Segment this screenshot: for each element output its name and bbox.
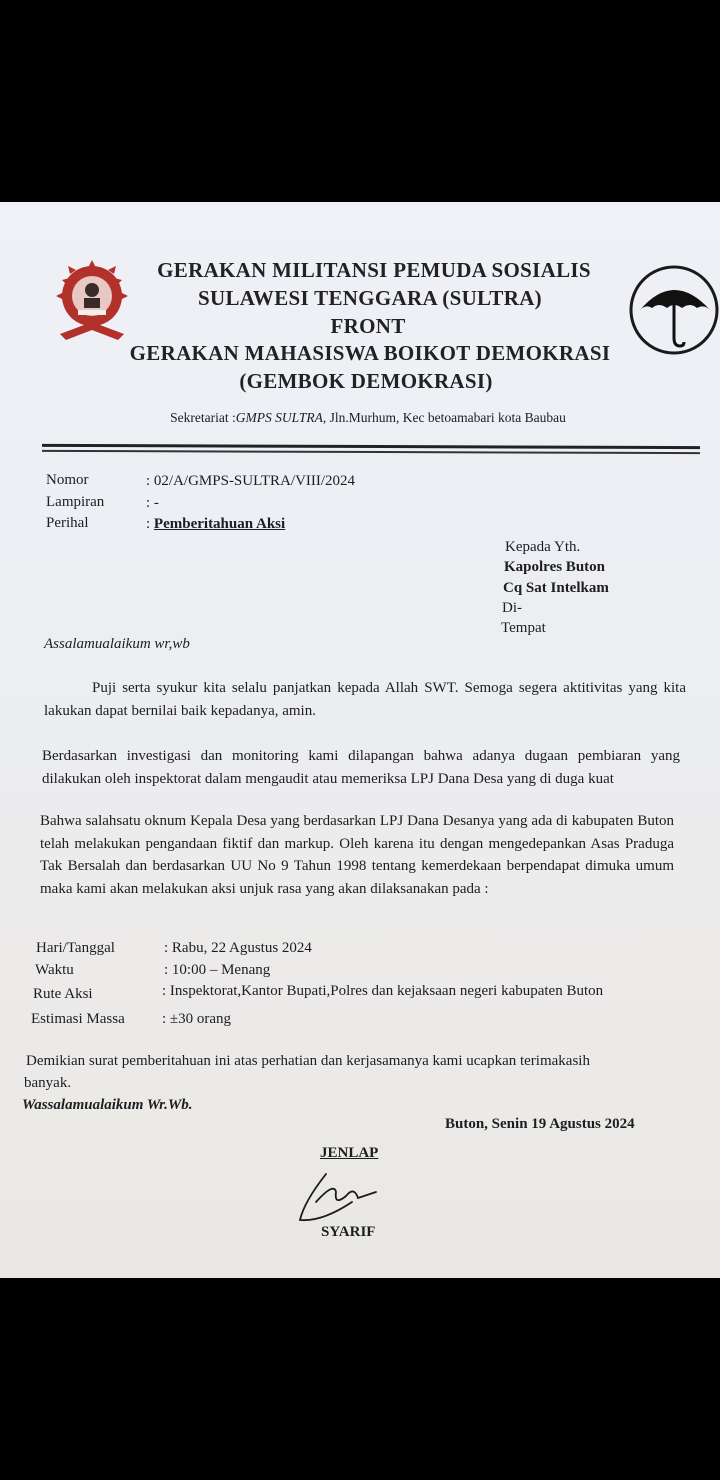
paragraph-statement: Bahwa salahsatu oknum Kepala Desa yang berdasarkan LPJ Dana Desanya yang ada di kabupaten Buton telah melakukan pengandaan fiktif dan markup. Oleh karena itu dengan mengedepankan Asas Praduga Tak Bersalah dan berdasarkan UU No 9 Tahun 1998 tentang kemerdekaan berpendapat dimuka umum maka kami akan melakukan aksi unjuk rasa yang akan dilaksanakan pada : xyxy=(40,813,674,897)
nomor-label: Nomor xyxy=(46,472,89,488)
waktu-label: Waktu xyxy=(35,962,74,978)
rute-value: : Inspektorat,Kantor Bupati,Polres dan kejaksaan negeri kabupaten Buton xyxy=(162,983,604,999)
secretariat-street: , Jln.Murhum, Kec betoamabari kota Baubau xyxy=(322,410,566,425)
perihal-label: Perihal xyxy=(46,515,89,531)
header-divider xyxy=(42,444,700,449)
greeting: Assalamualaikum wr,wb xyxy=(44,636,190,652)
closing-line-2: banyak. xyxy=(24,1075,72,1091)
letterhead-line-5: (GEMBOK DEMOKRASI) xyxy=(239,369,493,393)
perihal-field xyxy=(146,516,285,533)
letter-page xyxy=(0,202,720,1278)
handwritten-signature-icon xyxy=(294,1162,384,1232)
lampiran-label: Lampiran xyxy=(46,494,105,510)
signatory-title: JENLAP xyxy=(320,1145,379,1161)
letterhead-line-3: FRONT xyxy=(330,314,406,338)
recipient-line-2: Kapolres Buton xyxy=(504,559,605,575)
recipient-line-5: Tempat xyxy=(501,620,546,636)
hari-label: Hari/Tanggal xyxy=(36,940,115,956)
letterhead-line-4: GERAKAN MAHASISWA BOIKOT DEMOKRASI xyxy=(129,341,611,365)
hari-value: : Rabu, 22 Agustus 2024 xyxy=(164,940,312,956)
lampiran-value: : - xyxy=(146,495,159,511)
nomor-value: : 02/A/GMPS-SULTRA/VIII/2024 xyxy=(146,473,356,489)
letterhead-line-2: SULAWESI TENGGARA (SULTRA) xyxy=(198,286,542,310)
waktu-value: : 10:00 – Menang xyxy=(164,962,271,978)
letterhead-line-1: GERAKAN MILITANSI PEMUDA SOSIALIS xyxy=(157,258,591,282)
closing-line-1: Demikian surat pemberitahuan ini atas perhatian dan kerjasamanya kami ucapkan terimakasih xyxy=(26,1053,590,1069)
perihal-value: Pemberitahuan Aksi xyxy=(153,516,286,532)
header-divider-thin xyxy=(42,450,700,454)
perihal-colon: : xyxy=(146,516,151,532)
paragraph-investigation: Berdasarkan investigasi dan monitoring kami dilapangan bahwa adanya dugaan pembiaran yang dilakukan oleh inspektorat dalam mengaudit atau memeriksa LPJ Dana Desa yang di duga kuat xyxy=(42,748,680,787)
rute-label: Rute Aksi xyxy=(33,986,93,1002)
paragraph-opening: Puji serta syukur kita selalu panjatkan kepada Allah SWT. Semoga segera aktitivitas yang kita lakukan dapat bernilai baik kepadanya, amin. xyxy=(44,680,686,719)
signatory-name: SYARIF xyxy=(321,1224,376,1240)
recipient-line-3: Cq Sat Intelkam xyxy=(503,580,609,596)
estimasi-label: Estimasi Massa xyxy=(31,1011,125,1027)
estimasi-value: : ±30 orang xyxy=(162,1011,232,1027)
secretariat-address xyxy=(0,410,720,426)
recipient-line-1: Kepada Yth. xyxy=(505,539,581,555)
place-date: Buton, Senin 19 Agustus 2024 xyxy=(445,1116,635,1132)
recipient-line-4: Di- xyxy=(502,600,522,616)
secretariat-org: GMPS SULTRA xyxy=(235,410,323,425)
secretariat-label: Sekretariat : xyxy=(170,410,236,425)
closing-salam: Wassalamualaikum Wr.Wb. xyxy=(22,1097,193,1113)
